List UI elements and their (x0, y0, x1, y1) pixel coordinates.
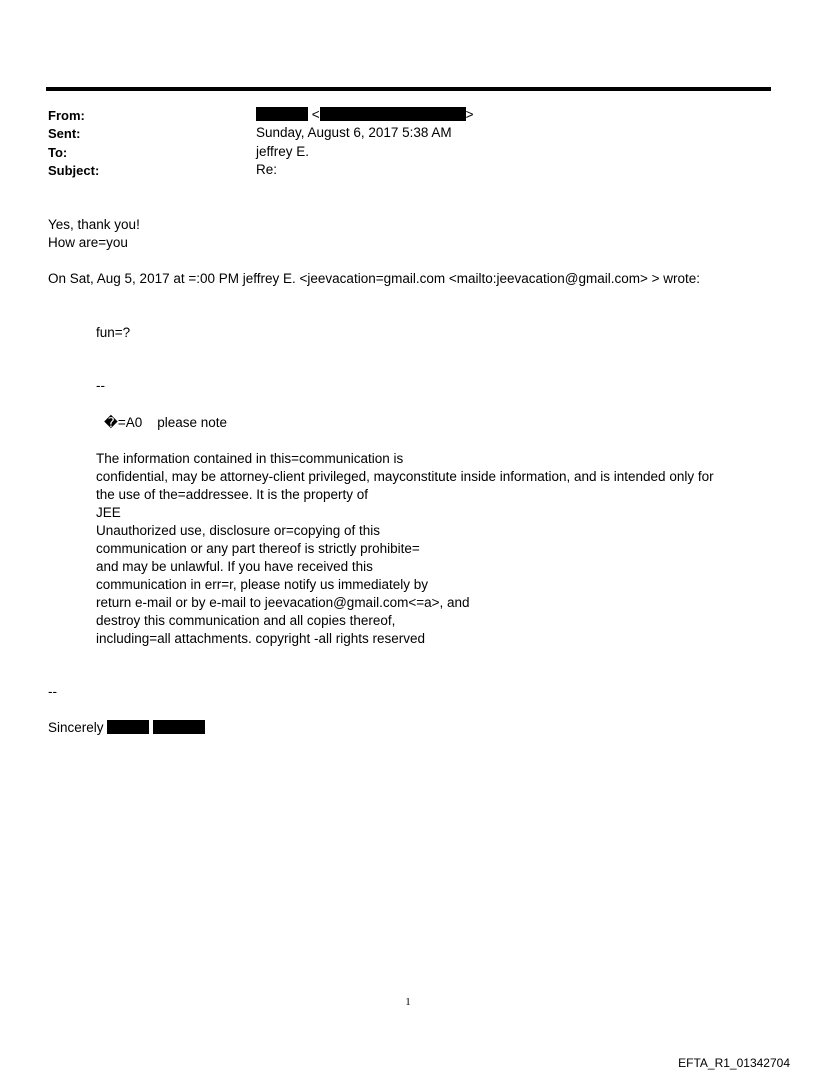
redacted-sender-name (256, 107, 308, 121)
from-value (256, 107, 474, 122)
signature (48, 719, 205, 737)
disclaimer-line: and may be unlawful. If you have received this (96, 559, 373, 574)
redacted-first-name (107, 720, 149, 734)
subject-value: Re: (256, 162, 278, 177)
reply-line-1: Yes, thank you! (48, 217, 140, 232)
disclaimer-line: The information contained in this=communication is (96, 451, 404, 466)
quoted-text: fun=? (96, 325, 131, 340)
disclaimer-block (96, 450, 714, 648)
disclaimer-line: including=all attachments. copyright -all rights reserved (96, 631, 426, 646)
from-open-bracket: < (311, 107, 320, 122)
from-close-bracket: > (465, 107, 474, 122)
header-divider (46, 87, 771, 91)
quoted-separator: -- (96, 378, 105, 393)
sent-value: Sunday, August 6, 2017 5:38 AM (256, 125, 452, 140)
subject-label: Subject: (48, 163, 100, 178)
disclaimer-line: confidential, may be attorney-client privileged, mayconstitute inside information, and is intended only for (96, 469, 714, 484)
redacted-last-name (153, 720, 205, 734)
signature-label: Sincerely (48, 720, 104, 735)
from-label: From: (48, 108, 85, 123)
disclaimer-line: JEE (96, 505, 121, 520)
to-label: To: (48, 145, 68, 160)
disclaimer-line: communication in err=r, please notify us immediately by (96, 577, 429, 592)
disclaimer-line: Unauthorized use, disclosure or=copying of this (96, 523, 381, 538)
quote-intro: On Sat, Aug 5, 2017 at =:00 PM jeffrey E. <jeevacation=gmail.com <mailto:jeevacation@gmail.com> > wrote: (48, 271, 701, 286)
to-value: jeffrey E. (256, 144, 310, 159)
disclaimer-line: destroy this communication and all copies thereof, (96, 613, 396, 628)
disclaimer-line: the use of the=addressee. It is the property of (96, 487, 369, 502)
disclaimer-line: communication or any part thereof is strictly prohibite= (96, 541, 420, 556)
signature-separator: -- (48, 684, 57, 699)
page-number: 1 (405, 996, 411, 1008)
redacted-sender-email (320, 107, 466, 121)
bates-number: EFTA_R1_01342704 (678, 1056, 790, 1070)
reply-line-2: How are=you (48, 235, 128, 250)
note-line: �=A0 please note (104, 415, 228, 430)
disclaimer-line: return e-mail or by e-mail to jeevacation@gmail.com<=a>, and (96, 595, 470, 610)
sent-label: Sent: (48, 126, 81, 141)
